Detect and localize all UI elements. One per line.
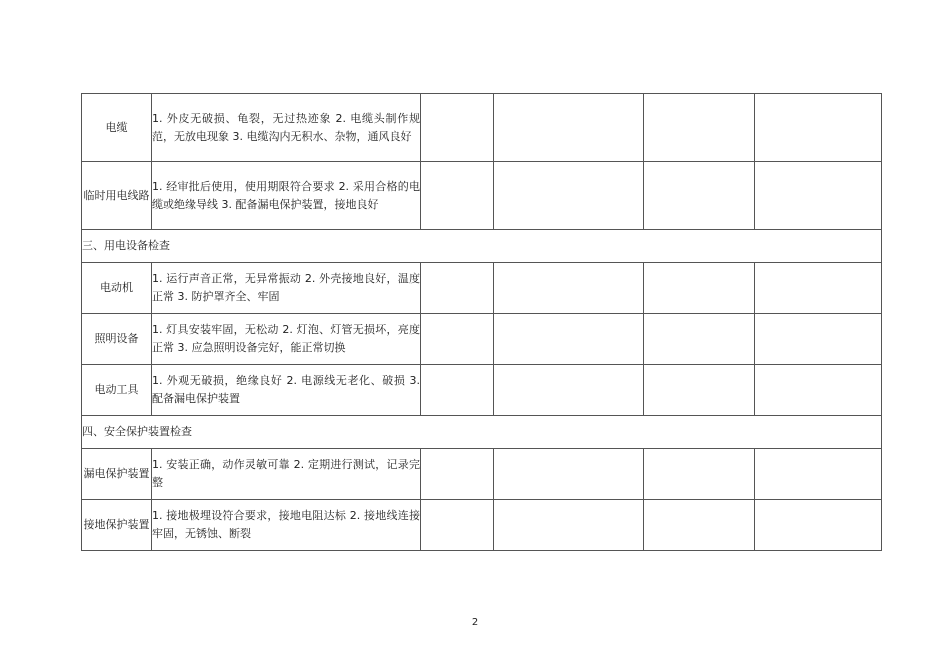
empty-cell bbox=[644, 263, 755, 314]
empty-cell bbox=[494, 365, 644, 416]
table-row-leakage-protection bbox=[82, 449, 882, 500]
item-name-cell: 照明设备 bbox=[82, 314, 152, 365]
empty-cell bbox=[644, 162, 755, 230]
section-row-protection bbox=[82, 416, 882, 449]
empty-cell bbox=[494, 162, 644, 230]
empty-cell bbox=[644, 500, 755, 551]
empty-cell bbox=[494, 449, 644, 500]
empty-cell bbox=[644, 94, 755, 162]
empty-cell bbox=[421, 94, 494, 162]
inspection-table-body bbox=[82, 94, 882, 551]
table-row-lighting bbox=[82, 314, 882, 365]
item-name-cell: 临时用电线路 bbox=[82, 162, 152, 230]
empty-cell bbox=[421, 314, 494, 365]
item-requirement-cell: 1. 灯具安装牢固，无松动 2. 灯泡、灯管无损坏，亮度正常 3. 应急照明设备完好，能正常切换 bbox=[152, 314, 421, 365]
item-name-cell: 电动机 bbox=[82, 263, 152, 314]
empty-cell bbox=[421, 500, 494, 551]
item-requirement-cell: 1. 经审批后使用，使用期限符合要求 2. 采用合格的电缆或绝缘导线 3. 配备漏电保护装置，接地良好 bbox=[152, 162, 421, 230]
table-row-temporary-line bbox=[82, 162, 882, 230]
empty-cell bbox=[494, 314, 644, 365]
item-requirement-cell: 1. 接地极埋设符合要求，接地电阻达标 2. 接地线连接牢固，无锈蚀、断裂 bbox=[152, 500, 421, 551]
table-row-motor bbox=[82, 263, 882, 314]
empty-cell bbox=[755, 500, 882, 551]
table-row-cable bbox=[82, 94, 882, 162]
item-name-cell: 电缆 bbox=[82, 94, 152, 162]
table-row-power-tools bbox=[82, 365, 882, 416]
empty-cell bbox=[644, 449, 755, 500]
section-row-equipment bbox=[82, 230, 882, 263]
empty-cell bbox=[421, 162, 494, 230]
item-name-cell: 接地保护装置 bbox=[82, 500, 152, 551]
item-requirement-cell: 1. 安装正确，动作灵敏可靠 2. 定期进行测试，记录完整 bbox=[152, 449, 421, 500]
empty-cell bbox=[755, 162, 882, 230]
item-name-cell: 电动工具 bbox=[82, 365, 152, 416]
section-heading: 四、安全保护装置检查 bbox=[82, 416, 882, 449]
empty-cell bbox=[421, 365, 494, 416]
item-requirement-cell: 1. 运行声音正常，无异常振动 2. 外壳接地良好，温度正常 3. 防护罩齐全、牢固 bbox=[152, 263, 421, 314]
empty-cell bbox=[494, 263, 644, 314]
empty-cell bbox=[421, 449, 494, 500]
page-number: 2 bbox=[471, 617, 479, 628]
empty-cell bbox=[755, 94, 882, 162]
item-name-cell: 漏电保护装置 bbox=[82, 449, 152, 500]
item-requirement-cell: 1. 外皮无破损、龟裂，无过热迹象 2. 电缆头制作规范，无放电现象 3. 电缆沟内无积水、杂物，通风良好 bbox=[152, 94, 421, 162]
empty-cell bbox=[494, 94, 644, 162]
section-heading: 三、用电设备检查 bbox=[82, 230, 882, 263]
empty-cell bbox=[644, 314, 755, 365]
inspection-table bbox=[81, 93, 882, 551]
empty-cell bbox=[494, 500, 644, 551]
empty-cell bbox=[755, 365, 882, 416]
empty-cell bbox=[644, 365, 755, 416]
empty-cell bbox=[755, 449, 882, 500]
empty-cell bbox=[755, 314, 882, 365]
empty-cell bbox=[755, 263, 882, 314]
empty-cell bbox=[421, 263, 494, 314]
table-row-grounding-protection bbox=[82, 500, 882, 551]
item-requirement-cell: 1. 外观无破损，绝缘良好 2. 电源线无老化、破损 3. 配备漏电保护装置 bbox=[152, 365, 421, 416]
